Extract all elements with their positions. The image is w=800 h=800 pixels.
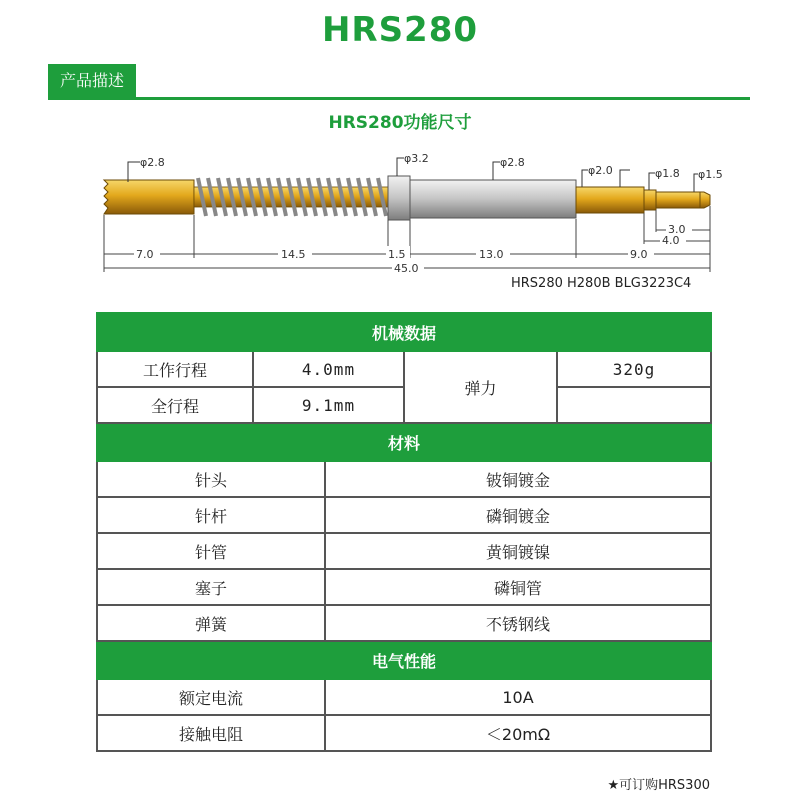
electrical-value: 10A xyxy=(325,679,711,715)
probe-spring xyxy=(194,178,388,216)
materials-header: 材料 xyxy=(97,423,711,461)
page-title: HRS280 xyxy=(321,10,479,50)
probe-dimension-drawing xyxy=(0,140,800,275)
electrical-value: ＜20mΩ xyxy=(325,715,711,751)
travel-value: 4.0mm xyxy=(253,351,404,387)
dia-label: φ3.2 xyxy=(404,152,429,165)
material-value: 黄铜镀镍 xyxy=(325,533,711,569)
length-label: 4.0 xyxy=(662,234,680,247)
material-value: 磷铜镀金 xyxy=(325,497,711,533)
travel-label: 工作行程 xyxy=(97,351,253,387)
dia-label: φ2.0 xyxy=(588,164,613,177)
material-value: 磷铜管 xyxy=(325,569,711,605)
material-part: 塞子 xyxy=(97,569,325,605)
length-label: 9.0 xyxy=(630,248,648,261)
length-label: 45.0 xyxy=(394,262,419,275)
length-label: 3.0 xyxy=(668,223,686,236)
probe-tail-step1 xyxy=(644,190,656,210)
probe-tail xyxy=(576,187,644,213)
material-part: 针管 xyxy=(97,533,325,569)
force-value: 320g xyxy=(557,351,711,387)
length-label: 7.0 xyxy=(136,248,154,261)
length-label: 14.5 xyxy=(281,248,306,261)
footer-note: ★可订购HRS300 xyxy=(607,778,710,793)
dia-label: φ1.5 xyxy=(698,168,723,181)
length-label: 1.5 xyxy=(388,248,406,261)
force-value-2 xyxy=(557,387,711,423)
material-value: 铍铜镀金 xyxy=(325,461,711,497)
probe-barrel xyxy=(410,180,576,218)
material-part: 针杆 xyxy=(97,497,325,533)
spec-table xyxy=(96,312,712,752)
electrical-header: 电气性能 xyxy=(97,641,711,679)
length-label: 13.0 xyxy=(479,248,504,261)
force-label: 弹力 xyxy=(404,351,557,423)
probe-collar xyxy=(388,176,410,220)
material-part: 弹簧 xyxy=(97,605,325,641)
section-divider xyxy=(48,97,750,100)
model-code: HRS280 H280B BLG3223C4 xyxy=(511,276,692,291)
mechanical-header: 机械数据 xyxy=(97,313,711,351)
probe-head xyxy=(104,180,194,214)
full-travel-label: 全行程 xyxy=(97,387,253,423)
drawing-subtitle: HRS280功能尺寸 xyxy=(328,113,472,133)
dia-label: φ2.8 xyxy=(500,156,525,169)
material-value: 不锈钢线 xyxy=(325,605,711,641)
section-tag: 产品描述 xyxy=(48,64,136,98)
dia-label: φ1.8 xyxy=(655,167,680,180)
dia-label: φ2.8 xyxy=(140,156,165,169)
probe-tail-tip xyxy=(656,192,710,208)
material-part: 针头 xyxy=(97,461,325,497)
electrical-label: 接触电阻 xyxy=(97,715,325,751)
full-travel-value: 9.1mm xyxy=(253,387,404,423)
electrical-label: 额定电流 xyxy=(97,679,325,715)
